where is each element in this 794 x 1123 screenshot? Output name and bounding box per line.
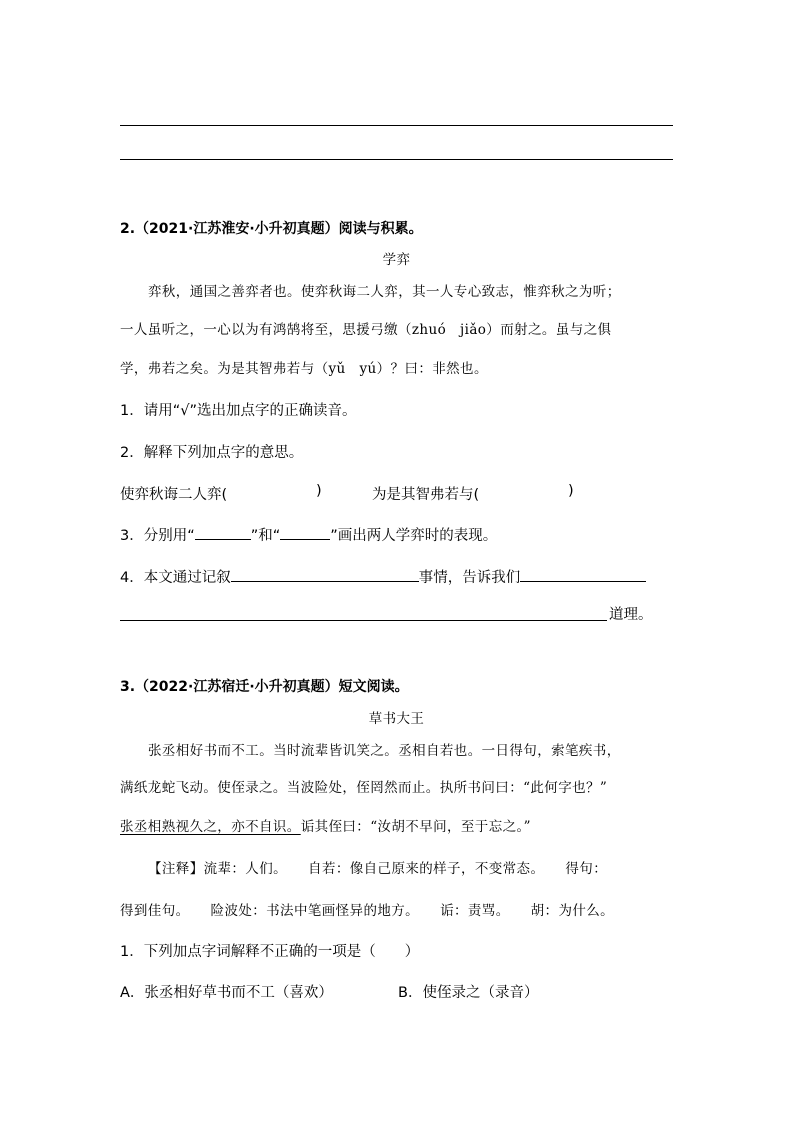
answer-line-2[interactable] (120, 159, 673, 160)
q2-item-1: 1．请用“√”选出加点字的正确读音。 (120, 403, 357, 419)
q2-item-2: 2．解释下列加点字的意思。 (120, 445, 304, 461)
q2-heading: 2.（2021·江苏淮安·小升初真题）阅读与积累。 (120, 221, 423, 237)
q3-option-b[interactable]: B．使侄录之（录音） (398, 985, 539, 1001)
q2-passage-line-2: 一人虽听之，一心以为有鸿鹄将至，思援弓缴（zhuó jiǎo）而射之。虽与之俱 (120, 322, 612, 338)
q2-item-2-blank-b-left: 为是其智弗若与( (372, 487, 480, 503)
q2-item-3 (120, 524, 497, 545)
q2-item-4 (120, 566, 646, 587)
answer-line-1[interactable] (120, 125, 673, 126)
q3-passage-title: 草书大王 (368, 711, 425, 727)
q2-item-3-blank-a[interactable] (195, 538, 251, 540)
q2-item-4-blank-b[interactable] (520, 580, 646, 582)
q2-item-2-blank-a-left: 使弈秋诲二人弈( (120, 487, 228, 503)
q2-item-3-text-c: ”画出两人学弈时的表现。 (330, 528, 498, 544)
q3-underlined-sentence: 张丞相熟视久之，亦不自识。 (120, 819, 301, 835)
q3-passage-line-3 (120, 815, 531, 835)
q3-passage-line-1: 张丞相好书而不工。当时流辈皆讥笑之。丞相自若也。一日得句，索笔疾书， (148, 743, 621, 759)
q3-passage-line-2: 满纸龙蛇飞动。使侄录之。当波险处，侄罔然而止。执所书问曰：“此何字也？” (120, 780, 608, 796)
q2-item-2-blank-b-right: ) (568, 483, 574, 499)
q2-item-4-text-b: 事情，告诉我们 (418, 570, 521, 586)
q3-option-a[interactable]: A．张丞相好草书而不工（喜欢） (120, 985, 333, 1001)
q3-note-line-2: 得到佳句。 险波处：书法中笔画怪异的地方。 诟：责骂。 胡：为什么。 (120, 903, 615, 919)
q3-passage-line-3-rest: 诟其侄曰：“汝胡不早问，至于忘之。” (300, 819, 531, 835)
q2-passage-line-1: 弈秋，通国之善弈者也。使弈秋诲二人弈，其一人专心致志，惟弈秋之为听； (148, 284, 621, 300)
q3-heading: 3.（2022·江苏宿迁·小升初真题）短文阅读。 (120, 679, 409, 695)
q2-item-3-text-b: ”和“ (250, 528, 281, 544)
q2-item-4-blank-a[interactable] (231, 580, 419, 582)
q3-item-1: 1．下列加点字词解释不正确的一项是（ ） (120, 944, 420, 960)
q2-passage-line-3: 学，弗若之矣。为是其智弗若与（yǔ yú）？曰：非然也。 (120, 361, 488, 377)
q3-note-line-1: 【注释】流辈：人们。 自若：像自己原来的样子，不变常态。 得句： (148, 861, 608, 877)
q2-item-3-blank-b[interactable] (280, 538, 330, 540)
q2-item-3-text-a: 3．分别用“ (120, 528, 195, 544)
q2-item-4-text-a: 4．本文通过记叙 (120, 570, 231, 586)
q2-item-2-blank-a-right: ) (316, 483, 322, 499)
q2-item-4-end: 道理。 (609, 607, 653, 623)
q2-passage-title: 学弈 (382, 252, 411, 268)
q2-item-4-blank-c[interactable] (120, 620, 607, 621)
